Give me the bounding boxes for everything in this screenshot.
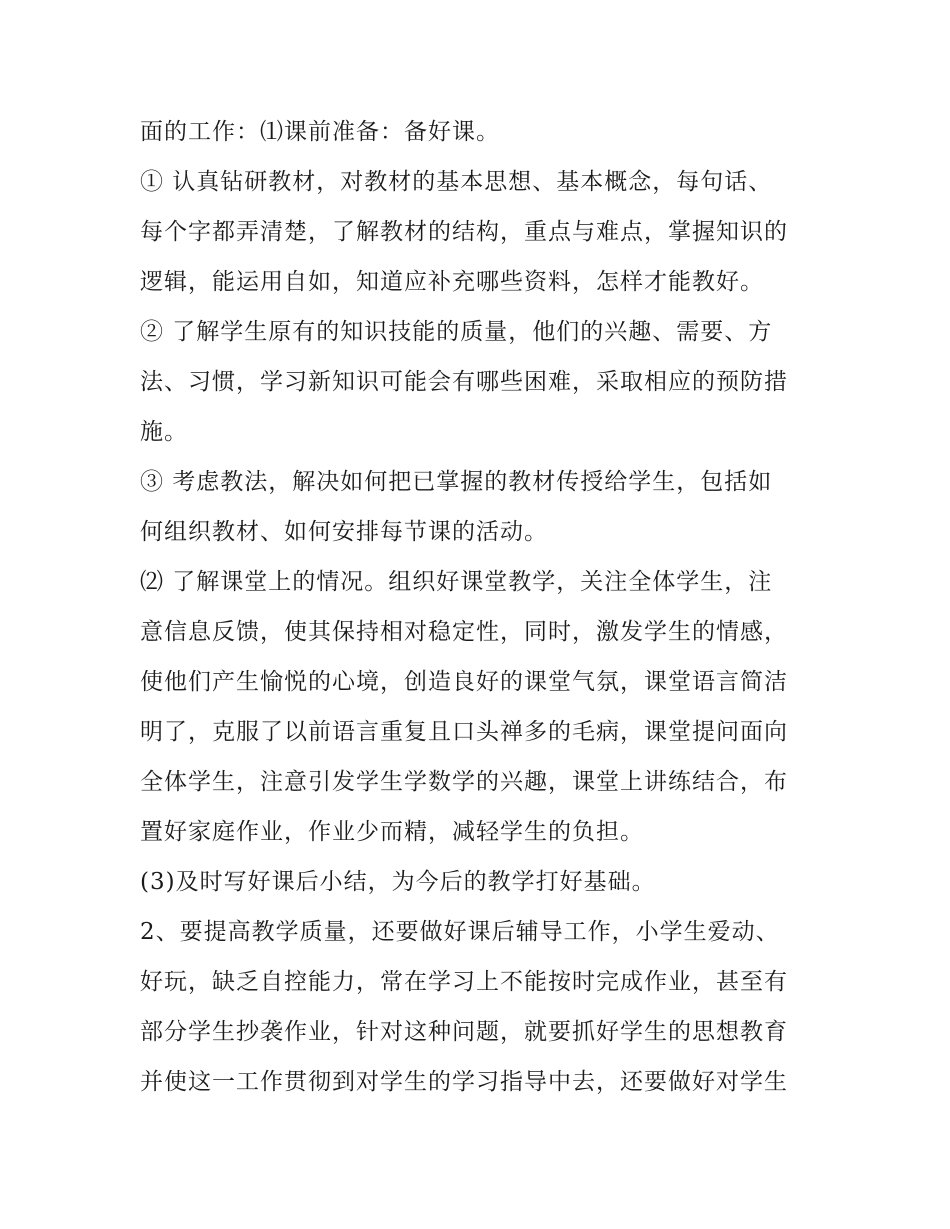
text-line: ① 认真钻研教材，对教材的基本思想、基本概念，每句话、 (140, 169, 773, 195)
text-line: ② 了解学生原有的知识技能的质量，他们的兴趣、需要、方 (140, 319, 773, 345)
text-line: 2、要提高教学质量，还要做好课后辅导工作，小学生爱动、 (140, 919, 780, 945)
text-line: 使他们产生愉悦的心境，创造良好的课堂气氛，课堂语言简洁 (140, 669, 788, 695)
text-line: 施。 (140, 419, 188, 445)
text-line: 全体学生，注意引发学生学数学的兴趣，课堂上讲练结合，布 (140, 769, 788, 795)
text-line: 并使这一工作贯彻到对学生的学习指导中去，还要做好对学生 (140, 1069, 788, 1095)
text-line: 明了，克服了以前语言重复且口头禅多的毛病，课堂提问面向 (140, 719, 788, 745)
text-line: 部分学生抄袭作业，针对这种问题，就要抓好学生的思想教育 (140, 1019, 788, 1045)
text-line: ⑵ 了解课堂上的情况。组织好课堂教学，关注全体学生，注 (140, 569, 773, 595)
text-line: (3)及时写好课后小结，为今后的教学打好基础。 (140, 869, 656, 895)
text-line: 置好家庭作业，作业少而精，减轻学生的负担。 (140, 819, 644, 845)
body-text (140, 107, 820, 1107)
text-line: 法、习惯，学习新知识可能会有哪些困难，采取相应的预防措 (140, 369, 788, 395)
text-line: 逻辑，能运用自如，知道应补充哪些资料，怎样才能教好。 (140, 269, 764, 295)
text-line: 何组织教材、如何安排每节课的活动。 (140, 519, 548, 545)
text-line: ③ 考虑教法，解决如何把已掌握的教材传授给学生，包括如 (140, 469, 773, 495)
text-line: 每个字都弄清楚，了解教材的结构，重点与难点，掌握知识的 (140, 219, 788, 245)
text-line: 好玩，缺乏自控能力，常在学习上不能按时完成作业，甚至有 (140, 969, 788, 995)
text-line: 意信息反馈，使其保持相对稳定性，同时，激发学生的情感， (140, 619, 788, 645)
text-line: 面的工作：⑴课前准备：备好课。 (140, 119, 500, 145)
